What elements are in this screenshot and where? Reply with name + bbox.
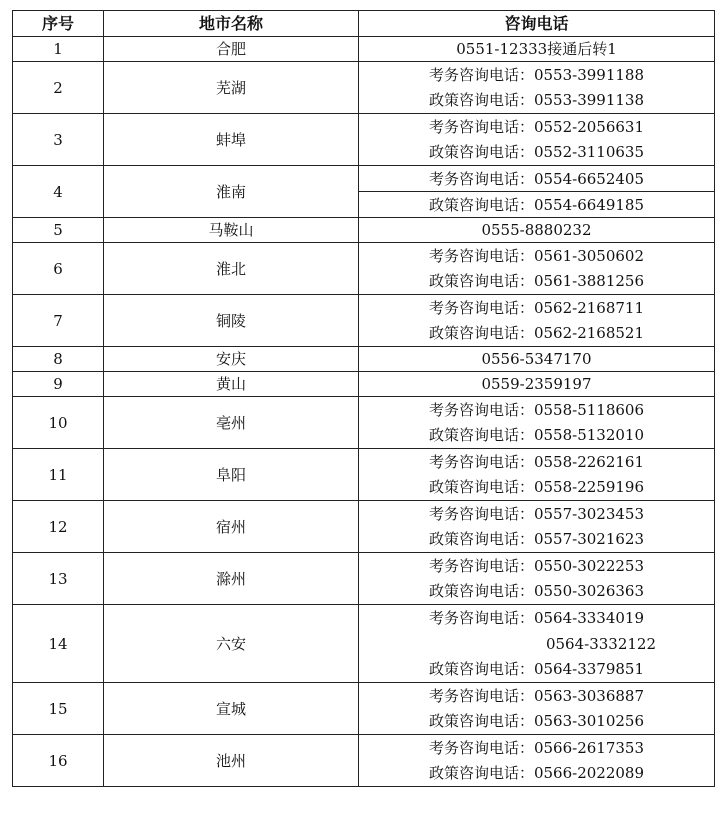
table-row: [13, 243, 715, 269]
city-name: 亳州: [104, 397, 359, 449]
phone-line: 政策咨询电话：0553-3991138: [359, 88, 715, 114]
header-row: [13, 11, 715, 37]
phone-line: 考务咨询电话：0557-3023453: [359, 501, 715, 527]
row-number: 7: [13, 295, 104, 347]
phone-line: 考务咨询电话：0558-5118606: [359, 397, 715, 423]
phone-line: 考务咨询电话：0563-3036887: [359, 683, 715, 709]
city-name: 芜湖: [104, 62, 359, 114]
phone-line: 0556-5347170: [359, 347, 715, 372]
phone-line: 0555-8880232: [359, 218, 715, 243]
header-phone: 咨询电话: [359, 11, 715, 37]
phone-line: 政策咨询电话：0554-6649185: [359, 192, 715, 218]
hotline-table: [12, 10, 715, 787]
row-number: 5: [13, 218, 104, 243]
phone-line: 政策咨询电话：0561-3881256: [359, 269, 715, 295]
table-row: [13, 605, 715, 631]
city-name: 合肥: [104, 37, 359, 62]
table-row: [13, 397, 715, 423]
row-number: 3: [13, 114, 104, 166]
phone-line: 政策咨询电话：0564-3379851: [359, 657, 715, 683]
phone-line: 考务咨询电话：0553-3991188: [359, 62, 715, 88]
city-name: 阜阳: [104, 449, 359, 501]
header-city: 地市名称: [104, 11, 359, 37]
phone-line: 考务咨询电话：0566-2617353: [359, 735, 715, 761]
phone-line: 考务咨询电话：0552-2056631: [359, 114, 715, 140]
phone-line: 考务咨询电话：0561-3050602: [359, 243, 715, 269]
row-number: 11: [13, 449, 104, 501]
phone-line: 考务咨询电话：0554-6652405: [359, 166, 715, 192]
table-row: [13, 295, 715, 321]
phone-line: 政策咨询电话：0557-3021623: [359, 527, 715, 553]
table-row: [13, 372, 715, 397]
row-number: 9: [13, 372, 104, 397]
phone-line: 0551-12333接通后转1: [359, 37, 715, 62]
row-number: 13: [13, 553, 104, 605]
phone-line: 政策咨询电话：0550-3026363: [359, 579, 715, 605]
table-row: [13, 735, 715, 761]
phone-line: 考务咨询电话：0558-2262161: [359, 449, 715, 475]
city-name: 淮南: [104, 166, 359, 218]
city-name: 宿州: [104, 501, 359, 553]
city-name: 滁州: [104, 553, 359, 605]
row-number: 15: [13, 683, 104, 735]
table-row: [13, 62, 715, 88]
table-row: [13, 683, 715, 709]
table-body: [13, 37, 715, 787]
table-row: [13, 347, 715, 372]
table-row: [13, 553, 715, 579]
city-name: 安庆: [104, 347, 359, 372]
phone-line: 考务咨询电话：0550-3022253: [359, 553, 715, 579]
row-number: 10: [13, 397, 104, 449]
table-row: [13, 501, 715, 527]
phone-line: 考务咨询电话：0562-2168711: [359, 295, 715, 321]
row-number: 12: [13, 501, 104, 553]
phone-line: 政策咨询电话：0562-2168521: [359, 321, 715, 347]
city-name: 蚌埠: [104, 114, 359, 166]
phone-line: 政策咨询电话：0558-2259196: [359, 475, 715, 501]
city-name: 黄山: [104, 372, 359, 397]
row-number: 1: [13, 37, 104, 62]
phone-line: 0559-2359197: [359, 372, 715, 397]
row-number: 4: [13, 166, 104, 218]
phone-line: 政策咨询电话：0558-5132010: [359, 423, 715, 449]
city-name: 池州: [104, 735, 359, 787]
row-number: 16: [13, 735, 104, 787]
city-name: 六安: [104, 605, 359, 683]
row-number: 2: [13, 62, 104, 114]
city-name: 马鞍山: [104, 218, 359, 243]
table-row: [13, 449, 715, 475]
table-row: [13, 114, 715, 140]
row-number: 14: [13, 605, 104, 683]
city-name: 淮北: [104, 243, 359, 295]
table-row: [13, 218, 715, 243]
city-name: 铜陵: [104, 295, 359, 347]
row-number: 6: [13, 243, 104, 295]
city-name: 宣城: [104, 683, 359, 735]
phone-line: 政策咨询电话：0563-3010256: [359, 709, 715, 735]
row-number: 8: [13, 347, 104, 372]
phone-line: 0564-3332122: [359, 631, 715, 657]
phone-line: 政策咨询电话：0566-2022089: [359, 761, 715, 787]
table-row: [13, 166, 715, 192]
table-row: [13, 37, 715, 62]
phone-line: 政策咨询电话：0552-3110635: [359, 140, 715, 166]
header-no: 序号: [13, 11, 104, 37]
phone-line: 考务咨询电话：0564-3334019: [359, 605, 715, 631]
